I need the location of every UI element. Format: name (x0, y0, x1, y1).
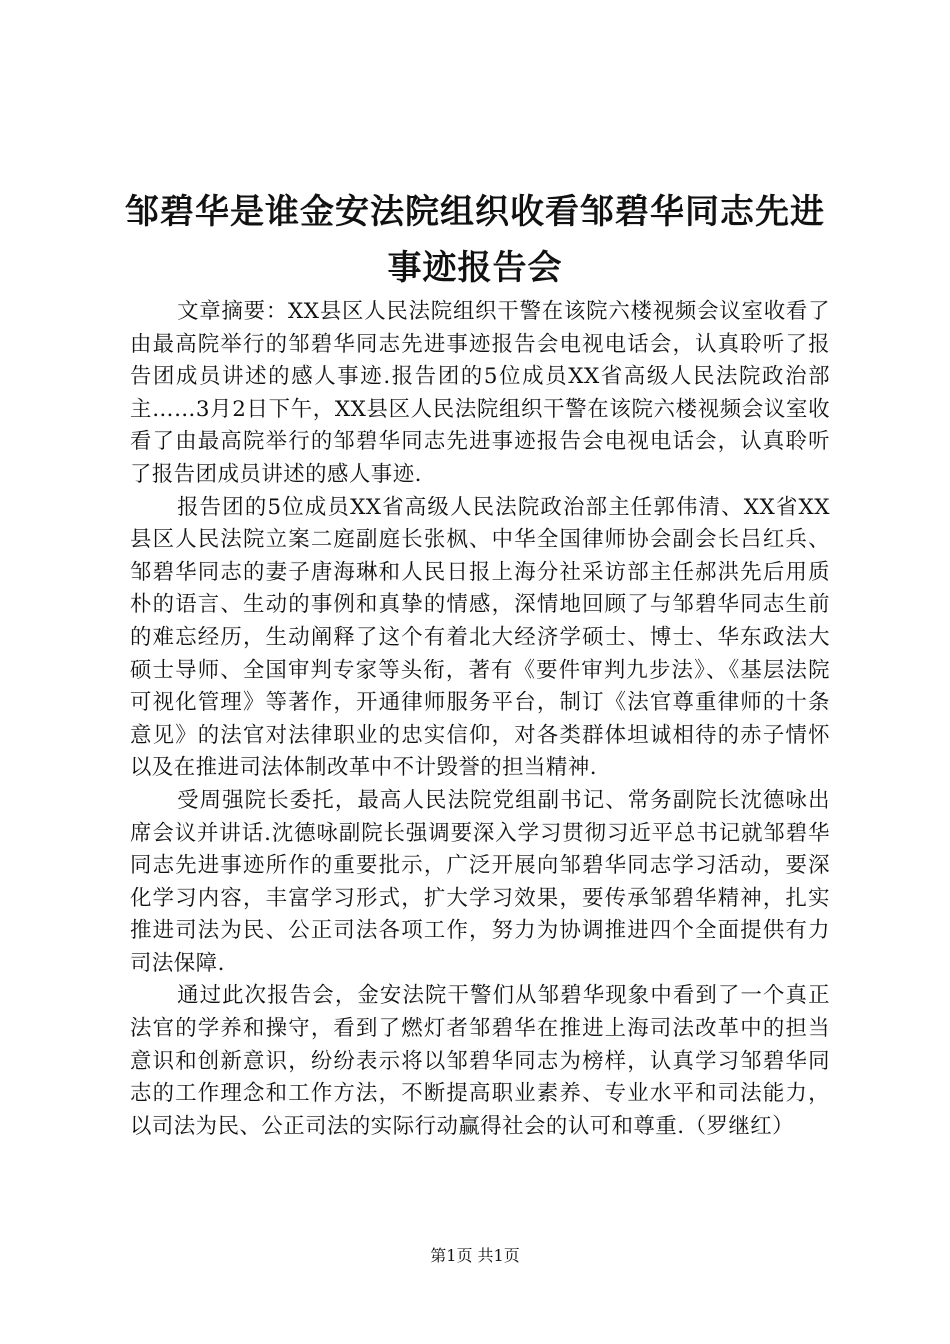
paragraph-abstract: 文章摘要：XX县区人民法院组织干警在该院六楼视频会议室收看了由最高院举行的邹碧华同志先进事迹报告会电视电话会，认真聆听了报告团成员讲述的感人事迹.报告团的5位成员XX省高级人民法院政治部主……3月2日下午，XX县区人民法院组织干警在该院六楼视频会议室收看了由最高院举行的邹碧华同志先进事迹报告会电视电话会，认真聆听了报告团成员讲述的感人事迹. (130, 299, 830, 487)
paragraph-conclusion: 通过此次报告会，金安法院干警们从邹碧华现象中看到了一个真正法官的学养和操守，看到了燃灯者邹碧华在推进上海司法改革中的担当意识和创新意识，纷纷表示将以邹碧华同志为榜样，认真学习邹碧华同志的工作理念和工作方法，不断提高职业素养、专业水平和司法能力，以司法为民、公正司法的实际行动赢得社会的认可和尊重.（罗继红） (130, 983, 830, 1139)
paragraph-speech: 受周强院长委托，最高人民法院党组副书记、常务副院长沈德咏出席会议并讲话.沈德咏副院长强调要深入学习贯彻习近平总书记就邹碧华同志先进事迹所作的重要批示，广泛开展向邹碧华同志学习活动，要深化学习内容，丰富学习形式，扩大学习效果，要传承邹碧华精神，扎实推进司法为民、公正司法各项工作，努力为协调推进四个全面提供有力司法保障. (130, 787, 830, 976)
document-body (130, 296, 830, 1143)
document-title-line-1: 邹碧华是谁金安法院组织收看邹碧华同志先进 (125, 192, 825, 232)
document-title-line-2: 事迹报告会 (387, 248, 563, 288)
page-footer: 第1页 共1页 (430, 1246, 520, 1265)
paragraph-report-team: 报告团的5位成员XX省高级人民法院政治部主任郭伟清、XX省XX县区人民法院立案二庭副庭长张枫、中华全国律师协会副会长吕红兵、邹碧华同志的妻子唐海琳和人民日报上海分社采访部主任郝洪先后用质朴的语言、生动的事例和真挚的情感，深情地回顾了与邹碧华同志生前的难忘经历，生动阐释了这个有着北大经济学硕士、博士、华东政法大硕士导师、全国审判专家等头衔，著有《要件审判九步法》、《基层法院可视化管理》等著作，开通律师服务平台，制订《法官尊重律师的十条意见》的法官对法律职业的忠实信仰，对各类群体坦诚相待的赤子情怀以及在推进司法体制改革中不计毁誉的担当精神. (130, 494, 830, 781)
